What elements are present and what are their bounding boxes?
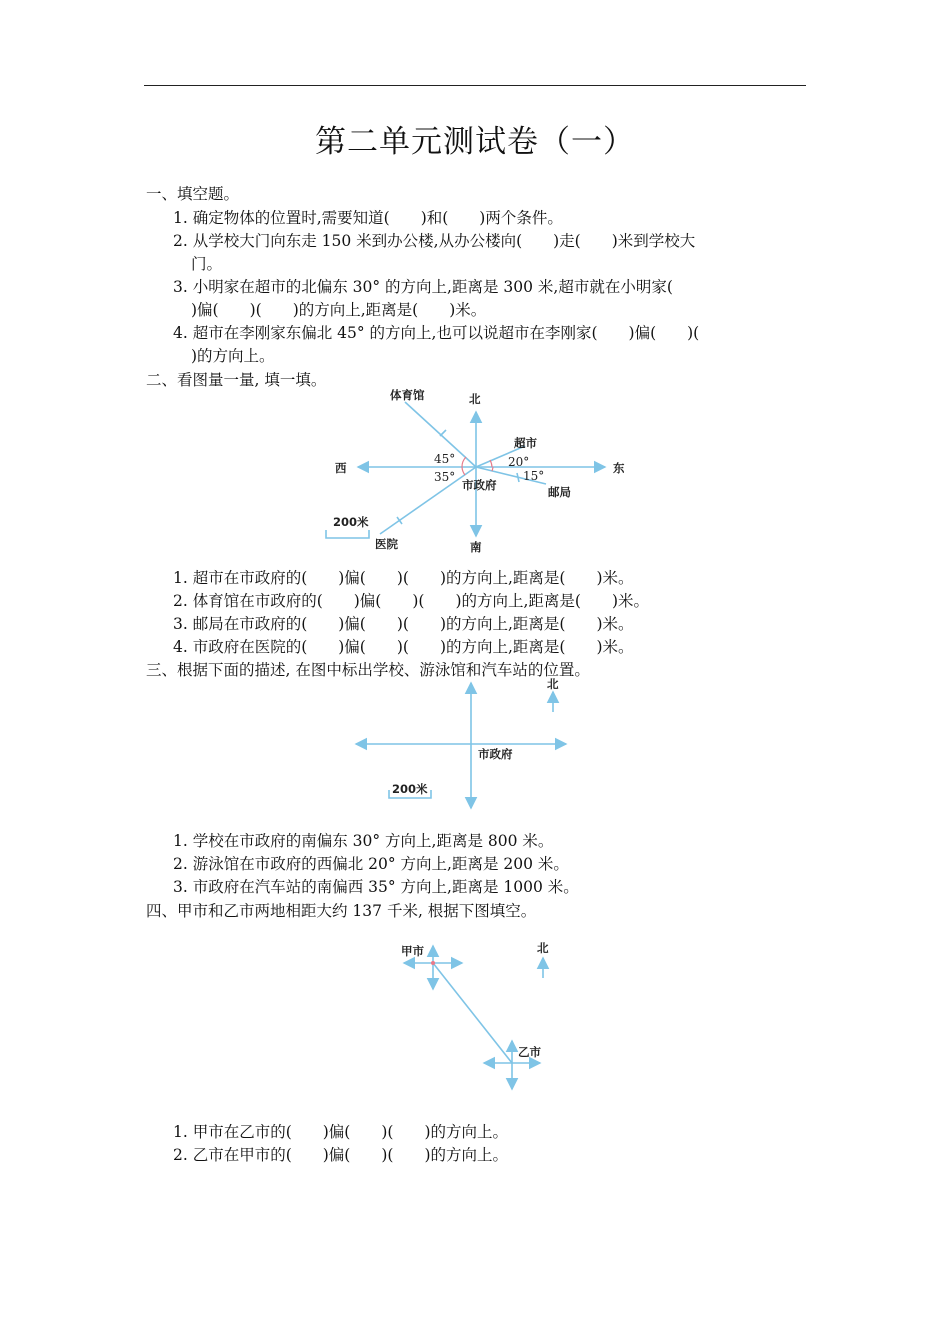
- d1-label-gym: 体育馆: [390, 388, 425, 402]
- s2-question-2: 2. 体育馆在市政府的( )偏( )( )的方向上,距离是( )米。: [173, 592, 650, 610]
- s3-question-2: 2. 游泳馆在市政府的西偏北 20° 方向上,距离是 200 米。: [173, 855, 569, 873]
- d3-connecting-line: [433, 963, 512, 1063]
- section2-heading: 二、看图量一量, 填一填。: [146, 371, 327, 389]
- s4-question-1: 1. 甲市在乙市的( )偏( )( )的方向上。: [173, 1123, 508, 1141]
- s1-question-3: 3. 小明家在超市的北偏东 30° 的方向上,距离是 300 米,超市就在小明家(: [173, 278, 673, 296]
- d1-label-center: 市政府: [462, 478, 497, 492]
- s1-question-4-cont: )的方向上。: [191, 347, 275, 365]
- d2-label-center: 市政府: [478, 747, 513, 761]
- s2-question-1: 1. 超市在市政府的( )偏( )( )的方向上,距离是( )米。: [173, 569, 634, 587]
- d1-label-west: 西: [335, 461, 347, 475]
- d1-angle-post: 15°: [523, 469, 545, 483]
- section4-heading: 四、甲市和乙市两地相距大约 137 千米, 根据下图填空。: [146, 902, 537, 920]
- d1-label-north: 北: [469, 392, 481, 406]
- d3-label-city-b: 乙市: [518, 1045, 541, 1059]
- s4-question-2: 2. 乙市在甲市的( )偏( )( )的方向上。: [173, 1146, 508, 1164]
- s2-question-4: 4. 市政府在医院的( )偏( )( )的方向上,距离是( )米。: [173, 638, 634, 656]
- d1-angle-gym: 45°: [434, 452, 456, 466]
- section1-heading: 一、填空题。: [146, 185, 240, 203]
- s1-question-1: 1. 确定物体的位置时,需要知道( )和( )两个条件。: [173, 209, 563, 227]
- s1-question-3-cont: )偏( )( )的方向上,距离是( )米。: [191, 301, 487, 319]
- page-title: 第二单元测试卷（一）: [315, 124, 635, 160]
- s3-question-3: 3. 市政府在汽车站的南偏西 35° 方向上,距离是 1000 米。: [173, 878, 579, 896]
- d1-angle-hospital: 35°: [434, 470, 456, 484]
- d2-label-north: 北: [547, 677, 559, 691]
- d1-label-scale: 200米: [333, 515, 369, 529]
- d1-angle-market: 20°: [508, 455, 530, 469]
- d1-label-market: 超市: [514, 436, 537, 450]
- s1-question-4: 4. 超市在李刚家东偏北 45° 的方向上,也可以说超市在李刚家( )偏( )(: [173, 324, 700, 342]
- d1-label-post: 邮局: [548, 485, 571, 499]
- d1-label-south: 南: [470, 540, 482, 554]
- d3-label-city-a: 甲市: [401, 944, 424, 958]
- s3-question-1: 1. 学校在市政府的南偏东 30° 方向上,距离是 800 米。: [173, 832, 554, 850]
- d2-label-scale: 200米: [392, 782, 428, 796]
- d1-label-east: 东: [613, 461, 625, 475]
- s1-question-2: 2. 从学校大门向东走 150 米到办公楼,从办公楼向( )走( )米到学校大: [173, 232, 696, 250]
- s2-question-3: 3. 邮局在市政府的( )偏( )( )的方向上,距离是( )米。: [173, 615, 634, 633]
- d1-label-hospital: 医院: [375, 537, 398, 551]
- s1-question-2-cont: 门。: [191, 255, 223, 273]
- section3-heading: 三、根据下面的描述, 在图中标出学校、游泳馆和汽车站的位置。: [146, 661, 590, 679]
- d3-label-north: 北: [537, 941, 549, 955]
